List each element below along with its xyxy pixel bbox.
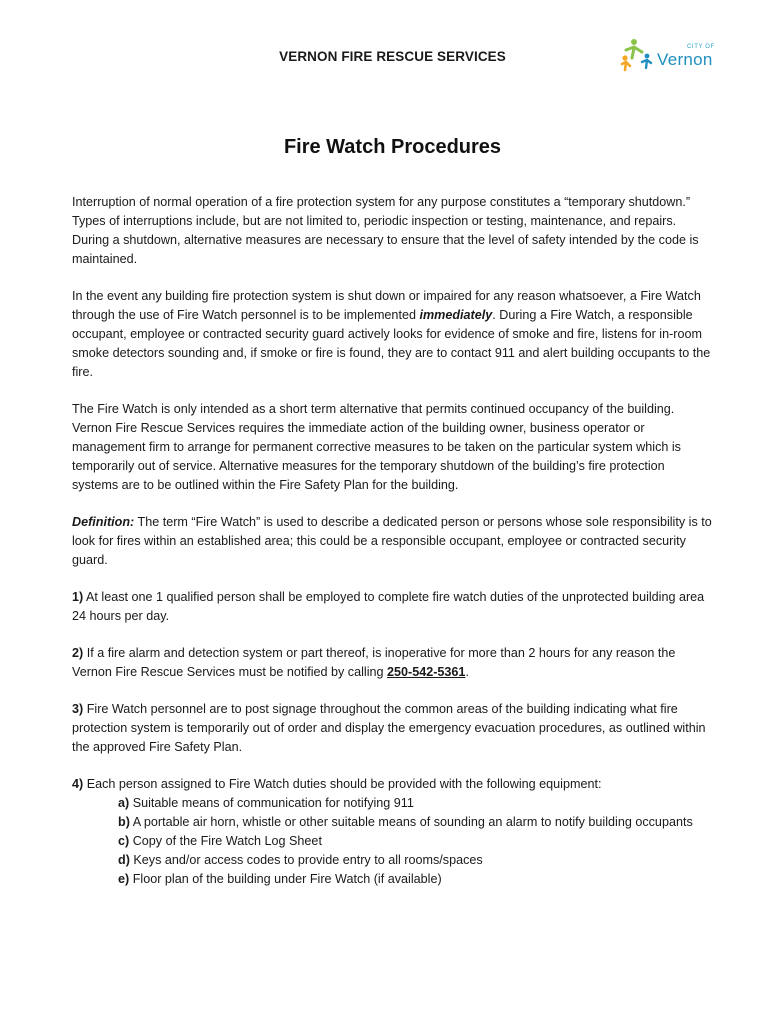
list-item <box>118 832 712 851</box>
item-text: Copy of the Fire Watch Log Sheet <box>129 834 322 848</box>
rule-number: 2) <box>72 646 84 660</box>
definition-label: Definition: <box>72 515 135 529</box>
paragraph-text: In the event any building fire protection system is shut down or impaired for any reason whatsoever, a Fire Watch through the use of Fire Watch personnel is to be implemented <box>72 289 701 322</box>
rule-number: 3) <box>72 702 84 716</box>
rule-text: Fire Watch personnel are to post signage throughout the common areas of the building indicating what fire protection system is temporarily out of order and display the emergency evacuation procedures, as outlined within the approved Fire Safety Plan. <box>72 702 706 754</box>
item-letter: e) <box>118 872 130 886</box>
item-text: Floor plan of the building under Fire Watch (if available) <box>129 872 442 886</box>
item-letter: d) <box>118 853 130 867</box>
rule-text: At least one 1 qualified person shall be employed to complete fire watch duties of the unprotected building area 24 hours per day. <box>72 590 705 623</box>
list-item <box>118 813 712 832</box>
logo-wordmark: Vernon <box>657 50 713 69</box>
paragraph-text: . During a Fire Watch, a responsible occupant, employee or contracted security guard actively looks for evidence of smoke and fire, listens for in-room smoke detectors sounding and, if smoke or fire is found, they are to contact 911 and alert building occupants to the fire. <box>72 308 711 379</box>
item-text: Keys and/or access codes to provide entry to all rooms/spaces <box>129 853 483 867</box>
paragraph-shutdown <box>72 287 712 382</box>
emphasis-immediately: immediately <box>419 308 493 322</box>
rule-text: If a fire alarm and detection system or part thereof, is inoperative for more than 2 hours for any reason the Vernon Fire Rescue Services must be notified by calling <box>72 646 676 679</box>
rule-2 <box>72 644 712 682</box>
item-text: Suitable means of communication for notifying 911 <box>129 796 414 810</box>
rule-text: Each person assigned to Fire Watch duties should be provided with the following equipment: <box>83 777 602 791</box>
item-text: A portable air horn, whistle or other suitable means of sounding an alarm to notify building occupants <box>129 815 693 829</box>
item-letter: c) <box>118 834 130 848</box>
paragraph-short-term: The Fire Watch is only intended as a short term alternative that permits continued occupancy of the building. Vernon Fire Rescue Services requires the immediate action of the building owner, business operator or management firm to arrange for permanent corrective measures to be taken on the particular system which is temporarily out of service. Alternative measures for the temporary shutdown of the building’s fire protection systems are to be outlined within the Fire Safety Plan for the building. <box>72 402 681 492</box>
item-letter: a) <box>118 796 130 810</box>
item-letter: b) <box>118 815 130 829</box>
rule-number: 1) <box>72 590 84 604</box>
rule-number: 4) <box>72 777 84 791</box>
rule-3 <box>72 700 712 757</box>
phone-number: 250-542-5361 <box>387 665 466 679</box>
logo-city-of: CITY OF <box>687 44 715 50</box>
list-item <box>118 794 712 813</box>
document-body <box>72 193 712 889</box>
rule-text-end: . <box>465 665 469 679</box>
rule-4 <box>72 775 712 794</box>
paragraph-intro: Interruption of normal operation of a fire protection system for any purpose constitutes a “temporary shutdown.” Types of interruptions include, but are not limited to, periodic inspection or testing, maintenance, and repairs. During a shutdown, alternative measures are necessary to ensure that the level of safety intended by the code is maintained. <box>72 195 699 266</box>
org-title: VERNON FIRE RESCUE SERVICES <box>279 49 506 64</box>
equipment-list <box>118 794 712 889</box>
definition-text: The term “Fire Watch” is used to describe a dedicated person or persons whose sole responsibility is to look for fires within an established area; this could be a responsible occupant, employee or contracted security guard. <box>72 515 712 567</box>
list-item <box>118 870 712 889</box>
rule-1 <box>72 588 712 626</box>
paragraph-definition <box>72 513 712 570</box>
document-title: Fire Watch Procedures <box>283 136 502 158</box>
list-item <box>118 851 712 870</box>
